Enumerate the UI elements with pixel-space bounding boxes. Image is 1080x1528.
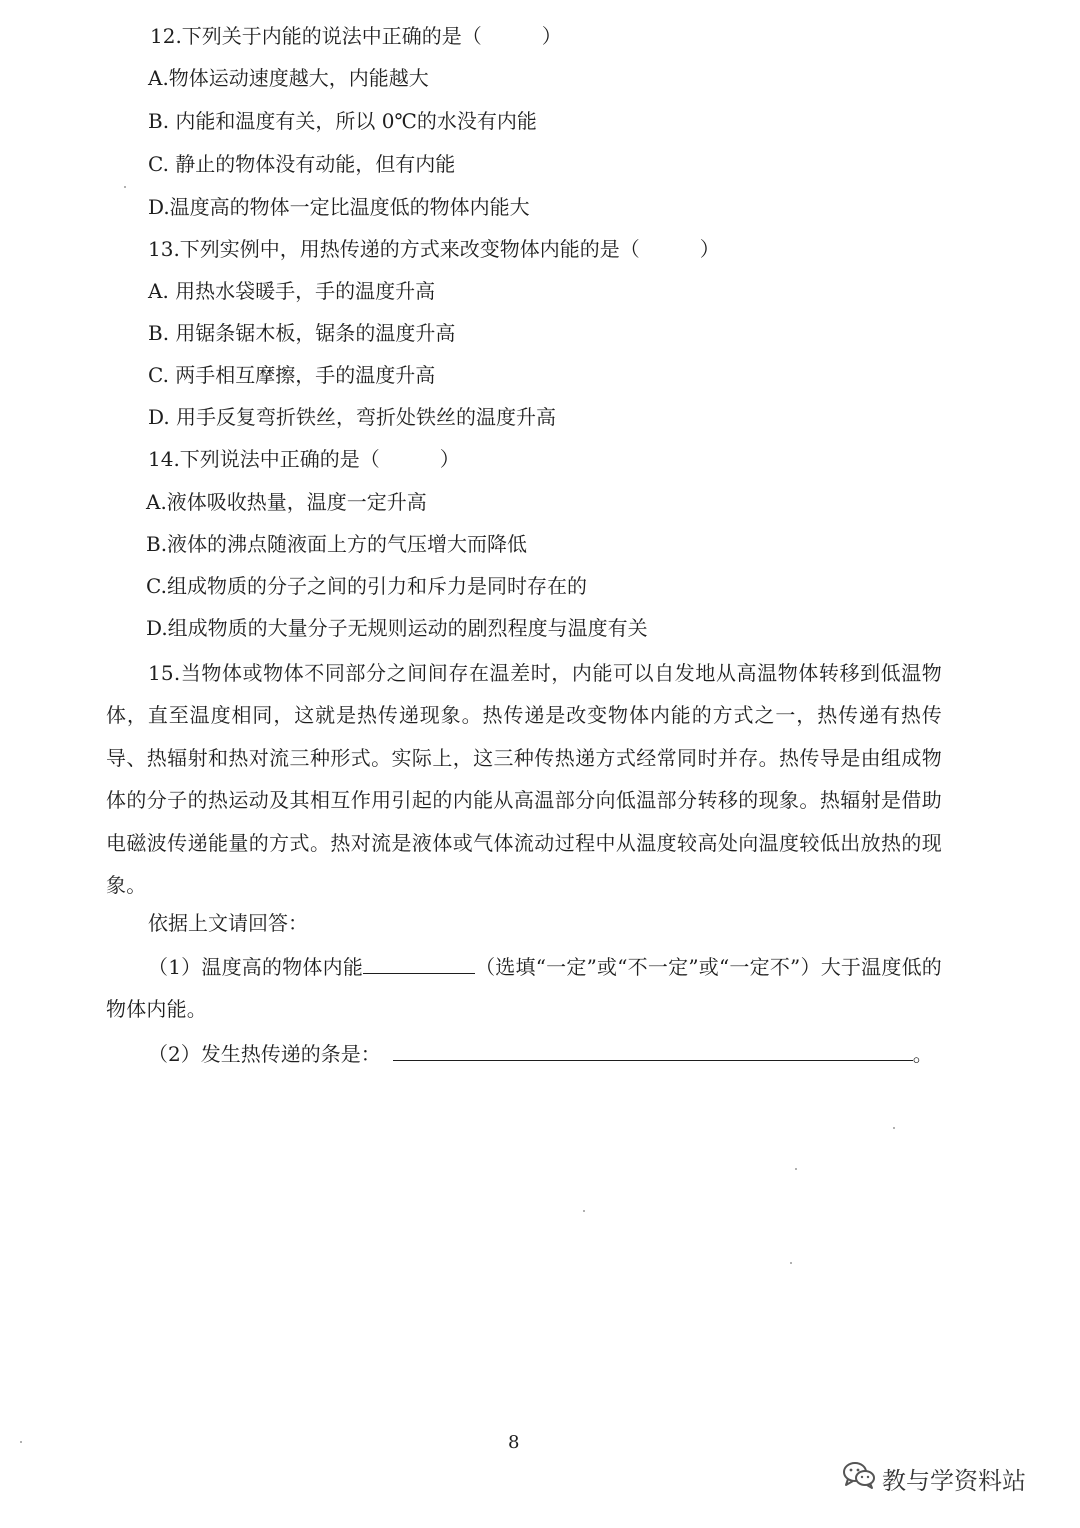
q15-sub2 [148, 1040, 933, 1066]
q15-sub2-answer-blank[interactable] [393, 1040, 913, 1061]
q12-option-b: B. 内能和温度有关，所以 0℃的水没有内能 [148, 109, 537, 133]
q14-option-b: B.液体的沸点随液面上方的气压增大而降低 [146, 532, 528, 556]
q13-option-b: B. 用锯条锯木板，锯条的温度升高 [148, 321, 456, 345]
q14-option-a: A.液体吸收热量，温度一定升高 [146, 490, 427, 514]
q12-option-d: D.温度高的物体一定比温度低的物体内能大 [148, 195, 530, 219]
q13-option-a: A. 用热水袋暖手，手的温度升高 [148, 279, 436, 303]
watermark-text: 教与学资料站 [882, 1466, 1026, 1495]
q14-option-d: D.组成物质的大量分子无规则运动的剧烈程度与温度有关 [146, 616, 648, 640]
q15-prompt: 依据上文请回答： [148, 911, 308, 935]
scan-speck [583, 1210, 585, 1212]
scan-speck [124, 186, 126, 188]
q15-sub1-after: （选填“一定”或“不一定”或“一定不”）大于温度低的物体内能。 [106, 955, 942, 1022]
scan-speck [795, 1168, 797, 1170]
q13-stem: 13.下列实例中，用热传递的方式来改变物体内能的是（ ） [148, 237, 720, 261]
q15-sub2-before: （2）发生热传递的条是： [148, 1042, 381, 1066]
q12-option-c: C. 静止的物体没有动能，但有内能 [148, 152, 456, 176]
q13-option-c: C. 两手相互摩擦，手的温度升高 [148, 363, 436, 387]
q14-stem: 14.下列说法中正确的是（ ） [148, 447, 460, 471]
q12-stem: 12.下列关于内能的说法中正确的是（ ） [150, 24, 562, 48]
watermark [842, 1460, 1026, 1496]
scan-speck [790, 1262, 792, 1264]
q15-sub1-answer-blank[interactable] [363, 953, 475, 974]
scan-speck [20, 1441, 22, 1443]
wechat-icon [842, 1460, 876, 1496]
q15-sub1 [106, 946, 942, 1031]
q13-option-d: D. 用手反复弯折铁丝，弯折处铁丝的温度升高 [148, 405, 557, 429]
q15-sub1-before: （1）温度高的物体内能 [148, 955, 364, 979]
page-number: 8 [508, 1432, 520, 1453]
q15-passage: 15.当物体或物体不同部分之间间存在温差时，内能可以自发地从高温物体转移到低温物体，直至温度相同，这就是热传递现象。热传递是改变物体内能的方式之一，热传递有热传导、热辐射和热对流三种形式。实际上，这三种传热递方式经常同时并存。热传导是由组成物体的分子的热运动及其相互作用引起的内能从高温部分向低温部分转移的现象。热辐射是借助电磁波传递能量的方式。热对流是液体或气体流动过程中从温度较高处向温度较低出放热的现象。 [106, 661, 942, 898]
q12-option-a: A.物体运动速度越大，内能越大 [148, 66, 429, 90]
q15-sub2-after: 。 [912, 1042, 933, 1066]
q14-option-c: C.组成物质的分子之间的引力和斥力是同时存在的 [146, 574, 587, 598]
scan-speck [893, 1127, 895, 1129]
